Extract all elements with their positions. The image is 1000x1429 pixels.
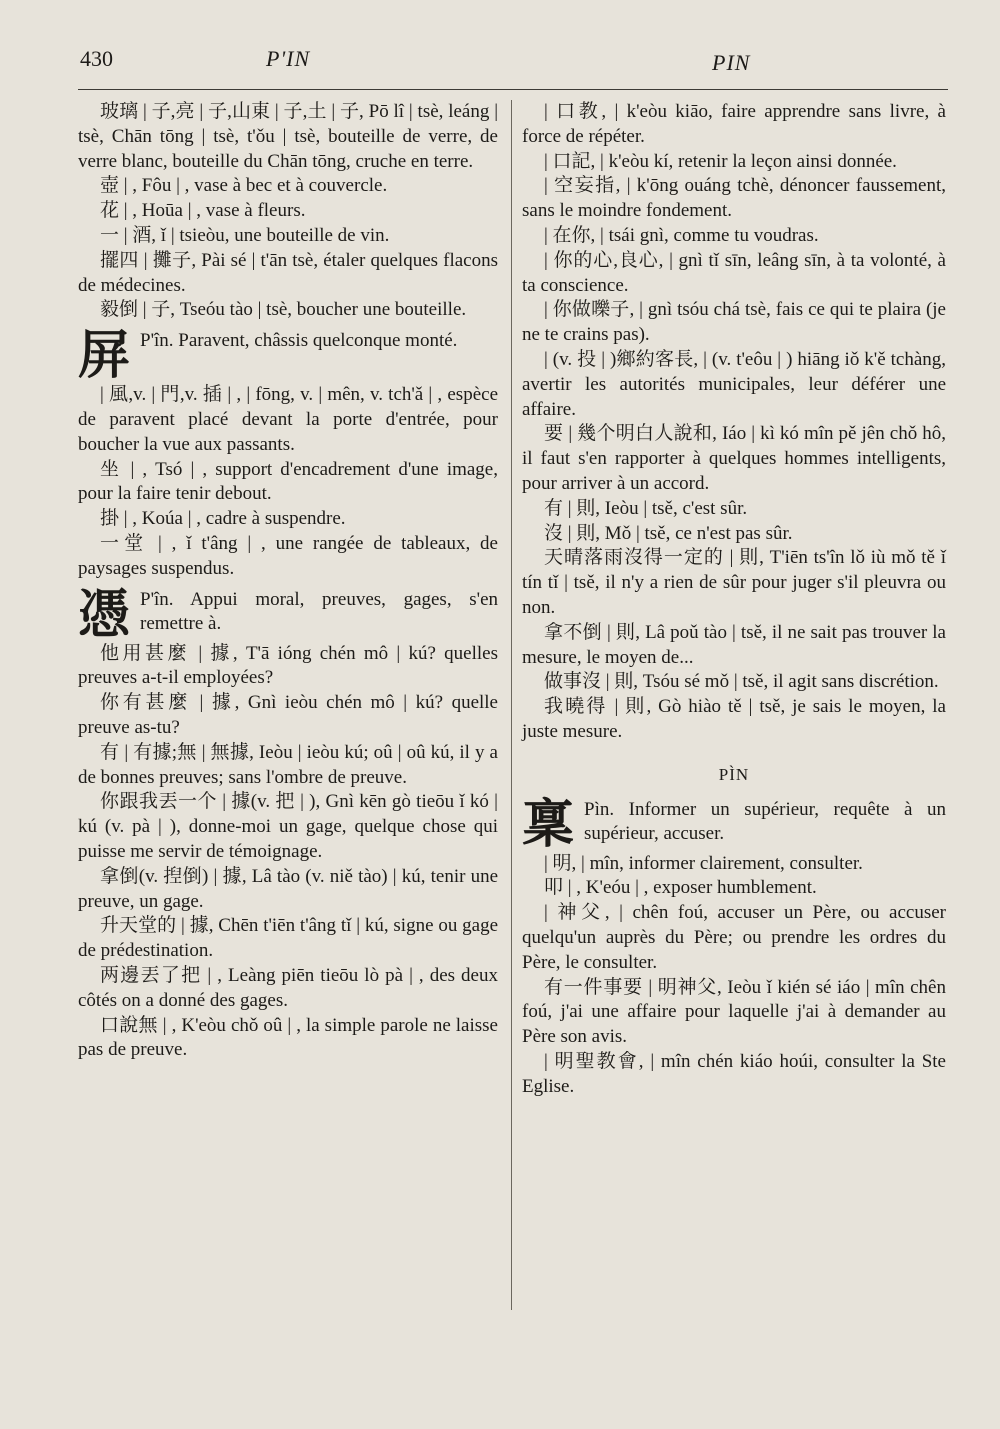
headword-entry (522, 794, 946, 855)
dictionary-entry: 坐 | , Tsó | , support d'encadrement d'une image, pour la faire tenir debout. (78, 458, 498, 505)
dictionary-entry: | 你做嚛子, | gnì tsóu chá tsè, fais ce qui te plaira (je ne te crains pas). (522, 299, 946, 346)
headword-definition: P'în. Appui moral, preuves, gages, s'en remettre à. (140, 588, 498, 635)
running-title-left: P'IN (266, 46, 311, 71)
dictionary-entry: | 明聖教會, | mîn chén kiáo hoúi, consulter la Ste Eglise. (522, 1050, 946, 1097)
dictionary-entry: | 在你, | tsái gnì, comme tu voudras. (544, 224, 819, 246)
page-header (0, 0, 1000, 100)
dictionary-entry: | (v. 投 | )鄉約客長, | (v. t'eôu | ) hiāng iǒ k'ě tchàng, avertir les autorités municipales, leur déférer une affaire. (522, 348, 946, 420)
left-column (78, 100, 498, 1063)
dictionary-entry: 沒 | 則, Mǒ | tsě, ce n'est pas sûr. (544, 522, 793, 544)
dictionary-entry: 花 | , Hoūa | , vase à fleurs. (100, 200, 306, 222)
dictionary-entry: 毅倒 | 子, Tseóu tào | tsè, boucher une bouteille. (100, 299, 467, 321)
headword-definition: P'în. Paravent, châssis quelconque monté. (140, 330, 458, 352)
dictionary-entry: 他用甚麼 | 據, T'ā ióng chén mô | kú? quelles preuves a-t-il employées? (78, 642, 498, 689)
dictionary-entry: 你有甚麼 | 據, Gnì ieòu chén mô | kú? quelle preuve as-tu? (78, 692, 498, 738)
dictionary-entry: 有 | 則, Ieòu | tsě, c'est sûr. (544, 497, 748, 519)
dictionary-entry: 升天堂的 | 據, Chēn t'iēn t'âng tǐ | kú, signe ou gage de prédestination. (78, 915, 498, 962)
dictionary-entry: 叩 | , K'eóu | , exposer humblement. (544, 877, 817, 899)
dictionary-entry: 玻璃 | 子,亮 | 子,山東 | 子,土 | 子, Pō lî | tsè, leáng | tsè, Chān tōng | tsè, t'ǒu | tsè, bouteille de verre, de verre blanc, bouteille du Chān tōng, cruche en terre. (78, 101, 498, 172)
section-heading: PÌN (718, 764, 750, 784)
dictionary-entry: | 口記, | k'eòu kí, retenir la leçon ainsi donnée. (544, 150, 897, 172)
dictionary-entry: 要 | 幾个明白人說和, Iáo | kì kó mîn pě jên chǒ hô, il faut s'en rapporter à quelques hommes intelligents, pour arriver à un accord. (522, 423, 946, 494)
dictionary-entry: | 神父, | chên foú, accuser un Père, ou accuser quelqu'un auprès du Père; ou prendre les ordres du Père, le consulter. (522, 902, 946, 973)
headword-character: 屏 (78, 326, 131, 387)
column-divider (511, 100, 512, 1310)
headword-entry (78, 326, 498, 387)
header-rule (78, 89, 948, 90)
right-column (522, 100, 946, 1099)
dictionary-entry: 你跟我丟一个 | 據(v. 把 | ), Gnì kēn gò tieōu ǐ kó | kú (v. pà | ), donne-moi un gage, quelque chose qui puisse me servir de témoignage. (78, 791, 498, 862)
dictionary-entry: | 明, | mîn, informer clairement, consulter. (544, 852, 863, 874)
dictionary-entry: 一堂 | , ǐ t'âng | , une rangée de tableaux, de paysages suspendus. (78, 532, 498, 579)
dictionary-entry: 掛 | , Koúa | , cadre à suspendre. (100, 508, 346, 530)
dictionary-entry: 一 | 酒, ǐ | tsieòu, une bouteille de vin. (100, 224, 390, 246)
dictionary-entry: | 風,v. | 門,v. 插 | , | fōng, v. | mên, v. tch'ǎ | , espèce de paravent placé devant la porte d'entrée, pour boucher la vue aux passants. (78, 384, 498, 455)
dictionary-entry: 做事沒 | 則, Tsóu sé mǒ | tsě, il agit sans discrétion. (544, 671, 939, 693)
dictionary-entry: 有 | 有據;無 | 無據, Ieòu | ieòu kú; oû | oû kú, il y a de bonnes preuves; sans l'ombre de preuve. (78, 741, 498, 788)
dictionary-entry: 有一件事要 | 明神父, Ieòu ǐ kién sé iáo | mîn chên foú, j'ai une affaire pour laquelle j'ai à demander au Père son avis. (522, 976, 946, 1048)
dictionary-entry: 我曉得 | 則, Gò hiào tě | tsě, je sais le moyen, la juste mesure. (522, 696, 946, 742)
headword-definition: Pìn. Informer un supérieur, requête à un supérieur, accuser. (584, 798, 946, 845)
headword-character: 憑 (78, 584, 131, 645)
dictionary-entry: | 口教, | k'eòu kiāo, faire apprendre sans livre, à force de répéter. (522, 101, 946, 147)
dictionary-entry: 口說無 | , K'eòu chǒ oû | , la simple parole ne laisse pas de preuve. (78, 1014, 498, 1061)
headword-entry (78, 584, 498, 645)
running-title-right: PIN (712, 50, 751, 75)
headword-character: 稟 (522, 794, 575, 855)
dictionary-entry: 两邊丟了把 | , Leàng piēn tieōu lò pà | , des deux côtés on a donné des gages. (78, 964, 498, 1011)
dictionary-entry: 拿不倒 | 則, Lâ poǔ tào | tsě, il ne sait pas trouver la mesure, le moyen de... (522, 621, 946, 668)
page-number: 430 (80, 46, 113, 71)
dictionary-entry: 拿倒(v. 揑倒) | 據, Lâ tào (v. niě tào) | kú, tenir une preuve, un gage. (78, 865, 498, 912)
dictionary-entry: | 你的心,良心, | gnì tǐ sīn, leâng sīn, à ta volonté, à ta conscience. (522, 249, 946, 296)
dictionary-entry: 天晴落雨沒得一定的 | 則, T'iēn ts'în lǒ iù mǒ tě ǐ tín tǐ | tsě, il n'y a rien de sûr pour juger s'il pleuvra ou non. (522, 547, 946, 618)
dictionary-entry: | 空妄指, | k'ōng ouáng tchè, dénoncer faussement, sans le moindre fondement. (522, 175, 946, 222)
dictionary-entry: 擺四 | 攤子, Pài sé | t'ān tsè, étaler quelques flacons de médecines. (78, 249, 498, 296)
dictionary-entry: 壺 | , Fôu | , vase à bec et à couvercle. (100, 175, 388, 197)
